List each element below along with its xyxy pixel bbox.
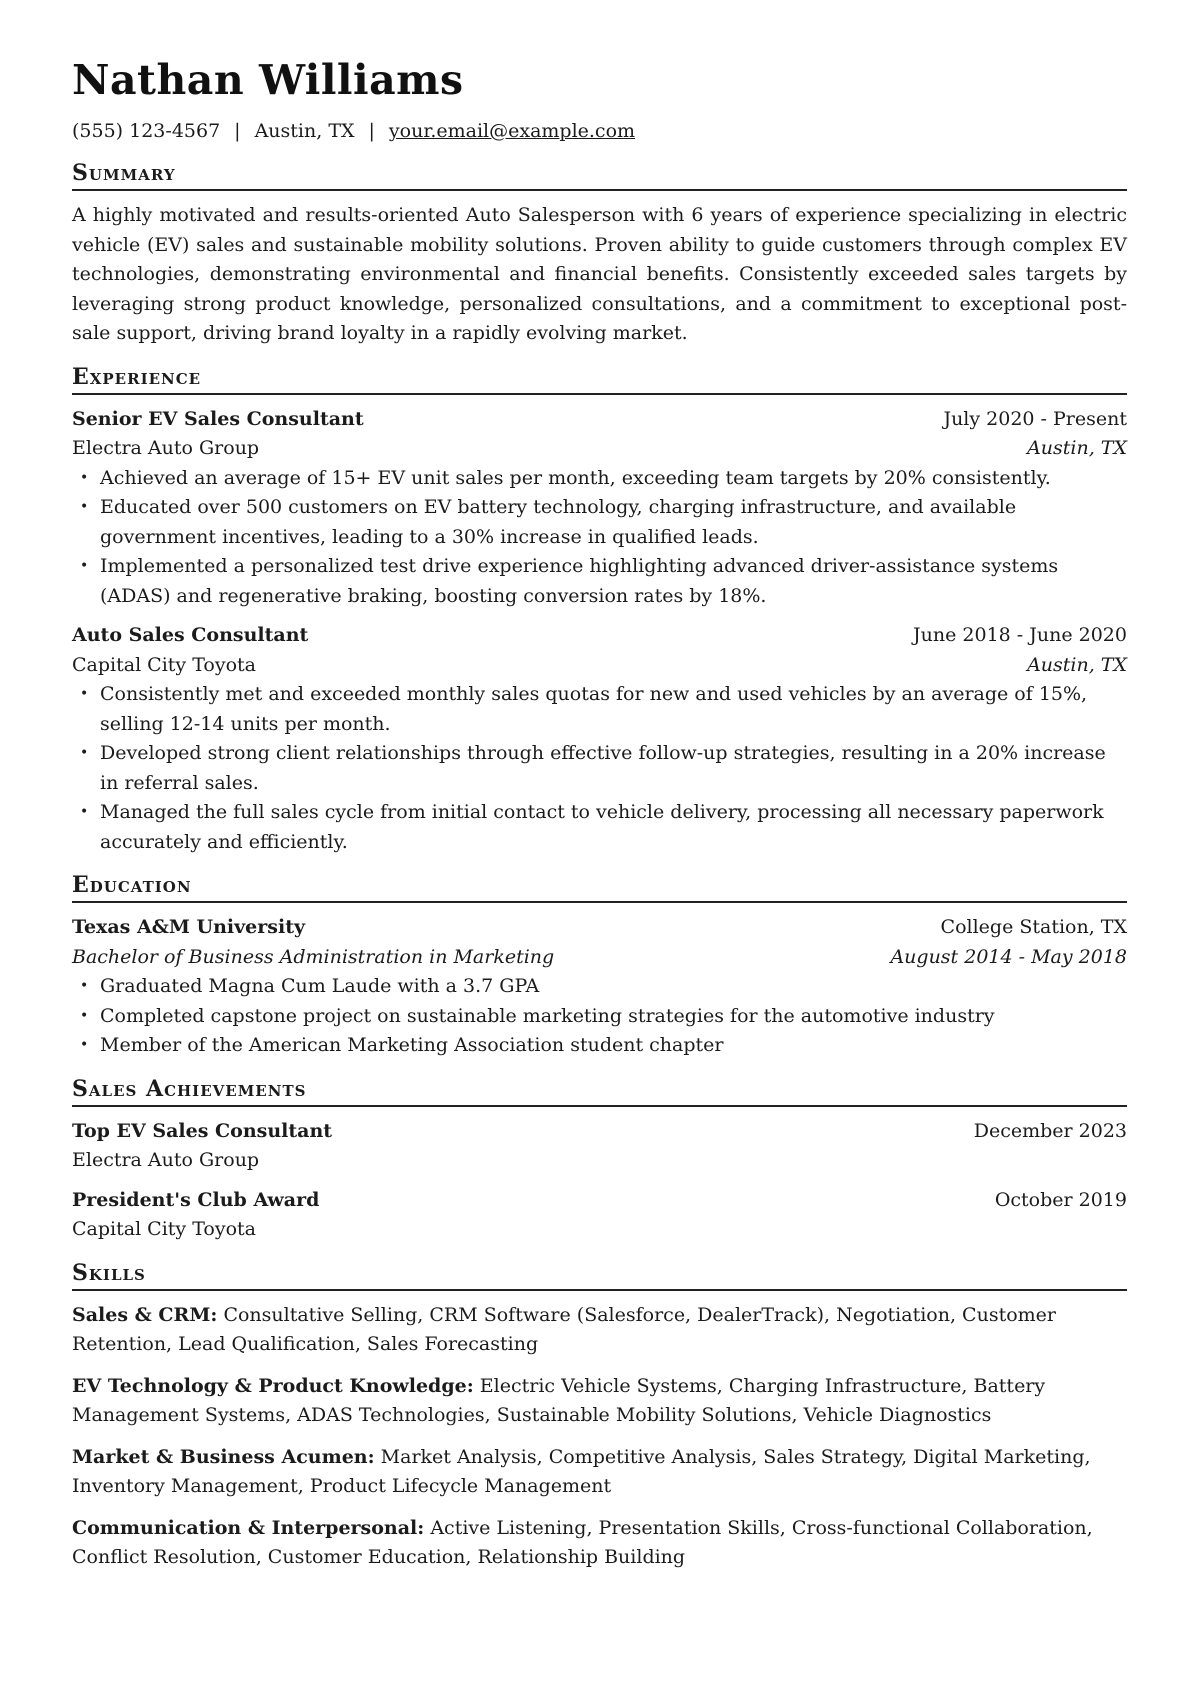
bullet-icon: • xyxy=(80,978,89,995)
bullet-text: Achieved an average of 15+ EV unit sales per month, exceeding team targets by 20% consistently. xyxy=(100,466,1051,489)
education-dates: August 2014 - May 2018 xyxy=(890,945,1127,968)
contact-line xyxy=(72,117,1127,145)
skill-group-label: Market & Business Acumen: xyxy=(72,1445,375,1468)
job-entry xyxy=(72,405,1127,612)
email-link[interactable]: your.email@example.com xyxy=(388,120,636,143)
list-item xyxy=(72,493,1127,552)
phone-number: (555) 123-4567 xyxy=(72,120,221,143)
section-title-experience: Experience xyxy=(72,363,1127,395)
bullet-icon: • xyxy=(80,469,89,486)
skill-group-label: EV Technology & Product Knowledge: xyxy=(72,1374,474,1397)
bullet-icon: • xyxy=(80,499,89,516)
job-bullets xyxy=(72,464,1127,612)
bullet-text: Educated over 500 customers on EV battery technology, charging infrastructure, and available government incentives, leading to a 30% increase in qualified leads. xyxy=(100,496,1017,548)
job-location: Austin, TX xyxy=(1027,437,1127,460)
achievements-section xyxy=(72,1075,1127,1245)
bullet-icon: • xyxy=(80,1037,89,1054)
section-title-education: Education xyxy=(72,871,1127,903)
bullet-text: Consistently met and exceeded monthly sales quotas for new and used vehicles by an average of 15%, selling 12-14 units per month. xyxy=(100,683,1088,735)
bullet-icon: • xyxy=(80,1007,89,1024)
job-bullets xyxy=(72,680,1127,857)
award-date: October 2019 xyxy=(994,1188,1127,1211)
award-date: December 2023 xyxy=(973,1119,1127,1142)
skill-group-label: Sales & CRM: xyxy=(72,1303,218,1326)
list-item xyxy=(72,798,1127,857)
resume-page xyxy=(72,58,1127,1585)
skill-group-text: Consultative Selling, CRM Software (Salesforce, DealerTrack), Negotiation, Customer Retention, Lead Qualification, Sales Forecasting xyxy=(72,1303,1056,1356)
contact-separator: | xyxy=(368,120,375,143)
list-item xyxy=(72,1002,1127,1032)
bullet-icon: • xyxy=(80,558,89,575)
award-org: Electra Auto Group xyxy=(72,1149,260,1172)
summary-text: A highly motivated and results-oriented Auto Salesperson with 6 years of experience specializing in electric vehicle (EV) sales and sustainable mobility solutions. Proven ability to guide customers through complex EV technologies, demonstrating environmental and financial benefits. Consistently exceeded sales targets by leveraging strong product knowledge, personalized consultations, and a commitment to exceptional post-sale support, driving brand loyalty in a rapidly evolving market. xyxy=(72,204,1127,345)
job-company: Capital City Toyota xyxy=(72,653,256,676)
education-bullets xyxy=(72,972,1127,1061)
list-item xyxy=(72,972,1127,1002)
candidate-name: Nathan Williams xyxy=(72,56,464,104)
contact-separator: | xyxy=(234,120,241,143)
list-item xyxy=(72,680,1127,739)
section-title-summary: Summary xyxy=(72,159,1127,191)
bullet-icon: • xyxy=(80,745,89,762)
skill-group xyxy=(72,1301,1127,1360)
achievement-entry xyxy=(72,1186,1127,1245)
degree: Bachelor of Business Administration in Marketing xyxy=(72,945,555,968)
section-title-skills: Skills xyxy=(72,1259,1127,1291)
award-org: Capital City Toyota xyxy=(72,1218,256,1241)
job-role: Auto Sales Consultant xyxy=(72,624,309,647)
bullet-icon: • xyxy=(80,686,89,703)
job-role: Senior EV Sales Consultant xyxy=(72,407,364,430)
bullet-text: Implemented a personalized test drive experience highlighting advanced driver-assistance systems (ADAS) and regenerative braking, boosting conversion rates by 18%. xyxy=(100,555,1059,607)
award-name: President's Club Award xyxy=(72,1188,320,1211)
skill-group xyxy=(72,1514,1127,1573)
skill-group xyxy=(72,1372,1127,1431)
job-location: Austin, TX xyxy=(1027,653,1127,676)
bullet-text: Developed strong client relationships through effective follow-up strategies, resulting in a 20% increase in referral sales. xyxy=(100,742,1106,794)
bullet-text: Member of the American Marketing Association student chapter xyxy=(100,1034,724,1057)
education-section xyxy=(72,871,1127,1061)
experience-section xyxy=(72,363,1127,858)
list-item xyxy=(72,739,1127,798)
skill-group xyxy=(72,1443,1127,1502)
skill-group-text: Active Listening, Presentation Skills, Cross-functional Collaboration, Conflict Resolution, Customer Education, Relationship Building xyxy=(72,1516,1093,1569)
school-location: College Station, TX xyxy=(940,916,1127,939)
skill-group-label: Communication & Interpersonal: xyxy=(72,1516,425,1539)
list-item xyxy=(72,1031,1127,1061)
section-title-achievements: Sales Achievements xyxy=(72,1075,1127,1107)
job-company: Electra Auto Group xyxy=(72,437,260,460)
bullet-text: Graduated Magna Cum Laude with a 3.7 GPA xyxy=(100,975,540,998)
job-dates: June 2018 - June 2020 xyxy=(913,624,1127,647)
list-item xyxy=(72,552,1127,611)
school-name: Texas A&M University xyxy=(72,916,306,939)
location: Austin, TX xyxy=(254,120,355,143)
achievement-entry xyxy=(72,1117,1127,1176)
education-entry xyxy=(72,913,1127,1061)
award-name: Top EV Sales Consultant xyxy=(72,1119,333,1142)
summary-section xyxy=(72,159,1127,349)
job-entry xyxy=(72,621,1127,857)
skill-group-text: Electric Vehicle Systems, Charging Infrastructure, Battery Management Systems, ADAS Technologies, Sustainable Mobility Solutions, Vehicle Diagnostics xyxy=(72,1374,1046,1427)
bullet-text: Managed the full sales cycle from initial contact to vehicle delivery, processing all necessary paperwork accurately and efficiently. xyxy=(100,801,1104,853)
bullet-text: Completed capstone project on sustainable marketing strategies for the automotive industry xyxy=(100,1004,995,1027)
job-dates: July 2020 - Present xyxy=(943,407,1127,430)
skills-section xyxy=(72,1259,1127,1573)
list-item xyxy=(72,464,1127,494)
bullet-icon: • xyxy=(80,804,89,821)
skill-group-text: Market Analysis, Competitive Analysis, Sales Strategy, Digital Marketing, Inventory Management, Product Lifecycle Management xyxy=(72,1445,1091,1498)
